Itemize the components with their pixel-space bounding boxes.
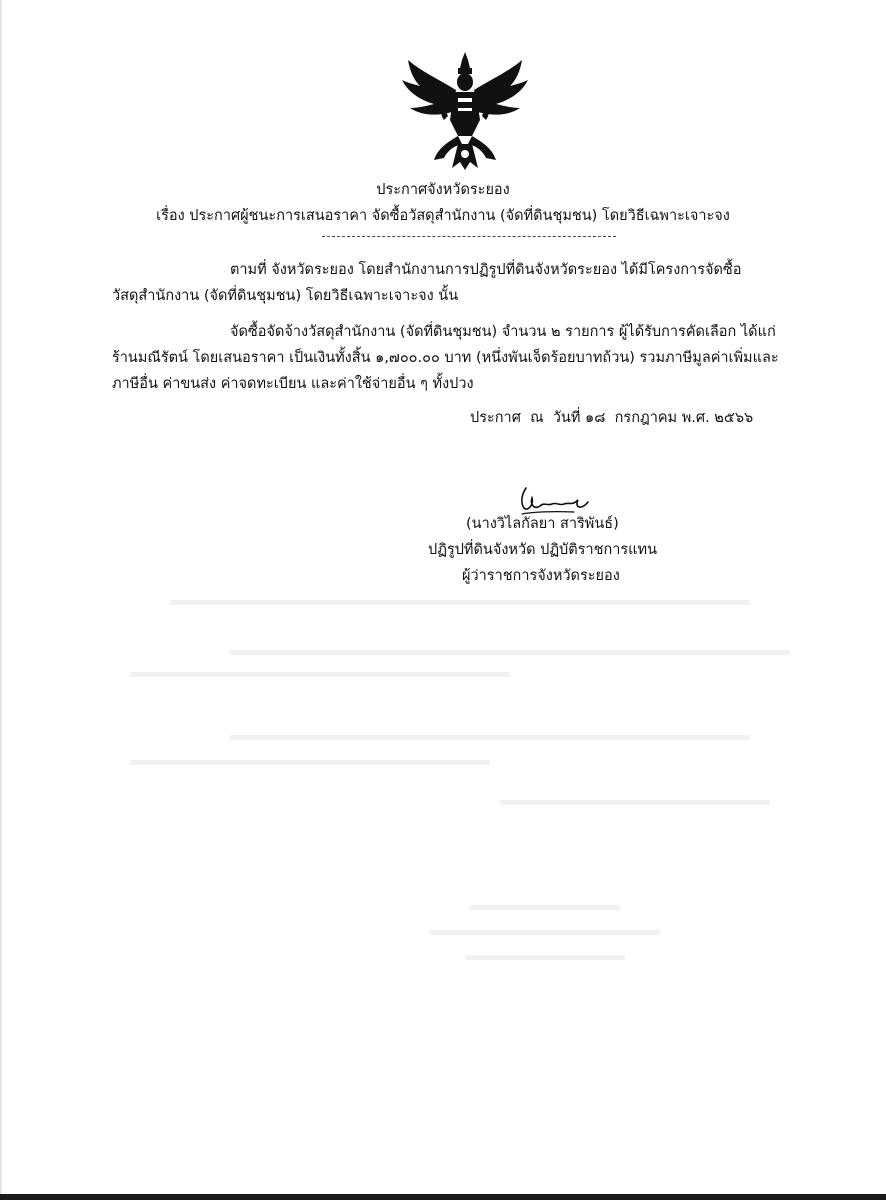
signatory-position1: ปฏิรูปที่ดินจังหวัด ปฏิบัติราชการแทน bbox=[428, 542, 657, 558]
paragraph2-line1: จัดซื้อจัดจ้างวัสดุสำนักงาน (จัดที่ดินชุมชน) จำนวน ๒ รายการ ผู้ได้รับการคัดเลือก ได้แก่ bbox=[230, 324, 776, 340]
garuda-emblem-icon bbox=[400, 50, 530, 172]
announce-date: ประกาศ ณ วันที่ ๑๘ กรกฎาคม พ.ศ. ๒๕๖๖ bbox=[470, 410, 754, 426]
show-through-mark bbox=[130, 672, 510, 677]
show-through-mark bbox=[470, 905, 620, 910]
show-through-mark bbox=[430, 930, 660, 935]
show-through-mark bbox=[500, 800, 770, 805]
show-through-mark bbox=[170, 600, 750, 605]
show-through-mark bbox=[230, 650, 790, 655]
show-through-mark bbox=[130, 760, 490, 765]
paragraph1-line2: วัสดุสำนักงาน (จัดที่ดินชุมชน) โดยวิธีเฉพาะเจาะจง นั้น bbox=[112, 288, 459, 304]
title-divider bbox=[322, 236, 616, 237]
show-through-mark bbox=[465, 955, 625, 960]
document-heading: ประกาศจังหวัดระยอง bbox=[376, 182, 510, 198]
signatory-name: (นางวิไลกัลยา สาริพันธ์) bbox=[466, 516, 619, 532]
paragraph2-line2: ร้านมณีรัตน์ โดยเสนอราคา เป็นเงินทั้งสิ้น ๑,๗๐๐.๐๐ บาท (หนึ่งพันเจ็ดร้อยบาทถ้วน) รวมภาษีมูลค่าเพิ่มและ bbox=[112, 350, 779, 366]
document-subject: เรื่อง ประกาศผู้ชนะการเสนอราคา จัดซื้อวัสดุสำนักงาน (จัดที่ดินชุมชน) โดยวิธีเฉพาะเจาะจง bbox=[156, 208, 730, 224]
signatory-position2: ผู้ว่าราชการจังหวัดระยอง bbox=[462, 568, 620, 584]
paragraph1-line1: ตามที่ จังหวัดระยอง โดยสำนักงานการปฏิรูปที่ดินจังหวัดระยอง ได้มีโครงการจัดซื้อ bbox=[230, 262, 742, 278]
handwritten-signature bbox=[512, 484, 592, 518]
show-through-mark bbox=[230, 735, 750, 740]
scan-edge-bottom bbox=[0, 1194, 886, 1200]
paragraph2-line3: ภาษีอื่น ค่าขนส่ง ค่าจดทะเบียน และค่าใช้จ่ายอื่น ๆ ทั้งปวง bbox=[112, 376, 474, 392]
